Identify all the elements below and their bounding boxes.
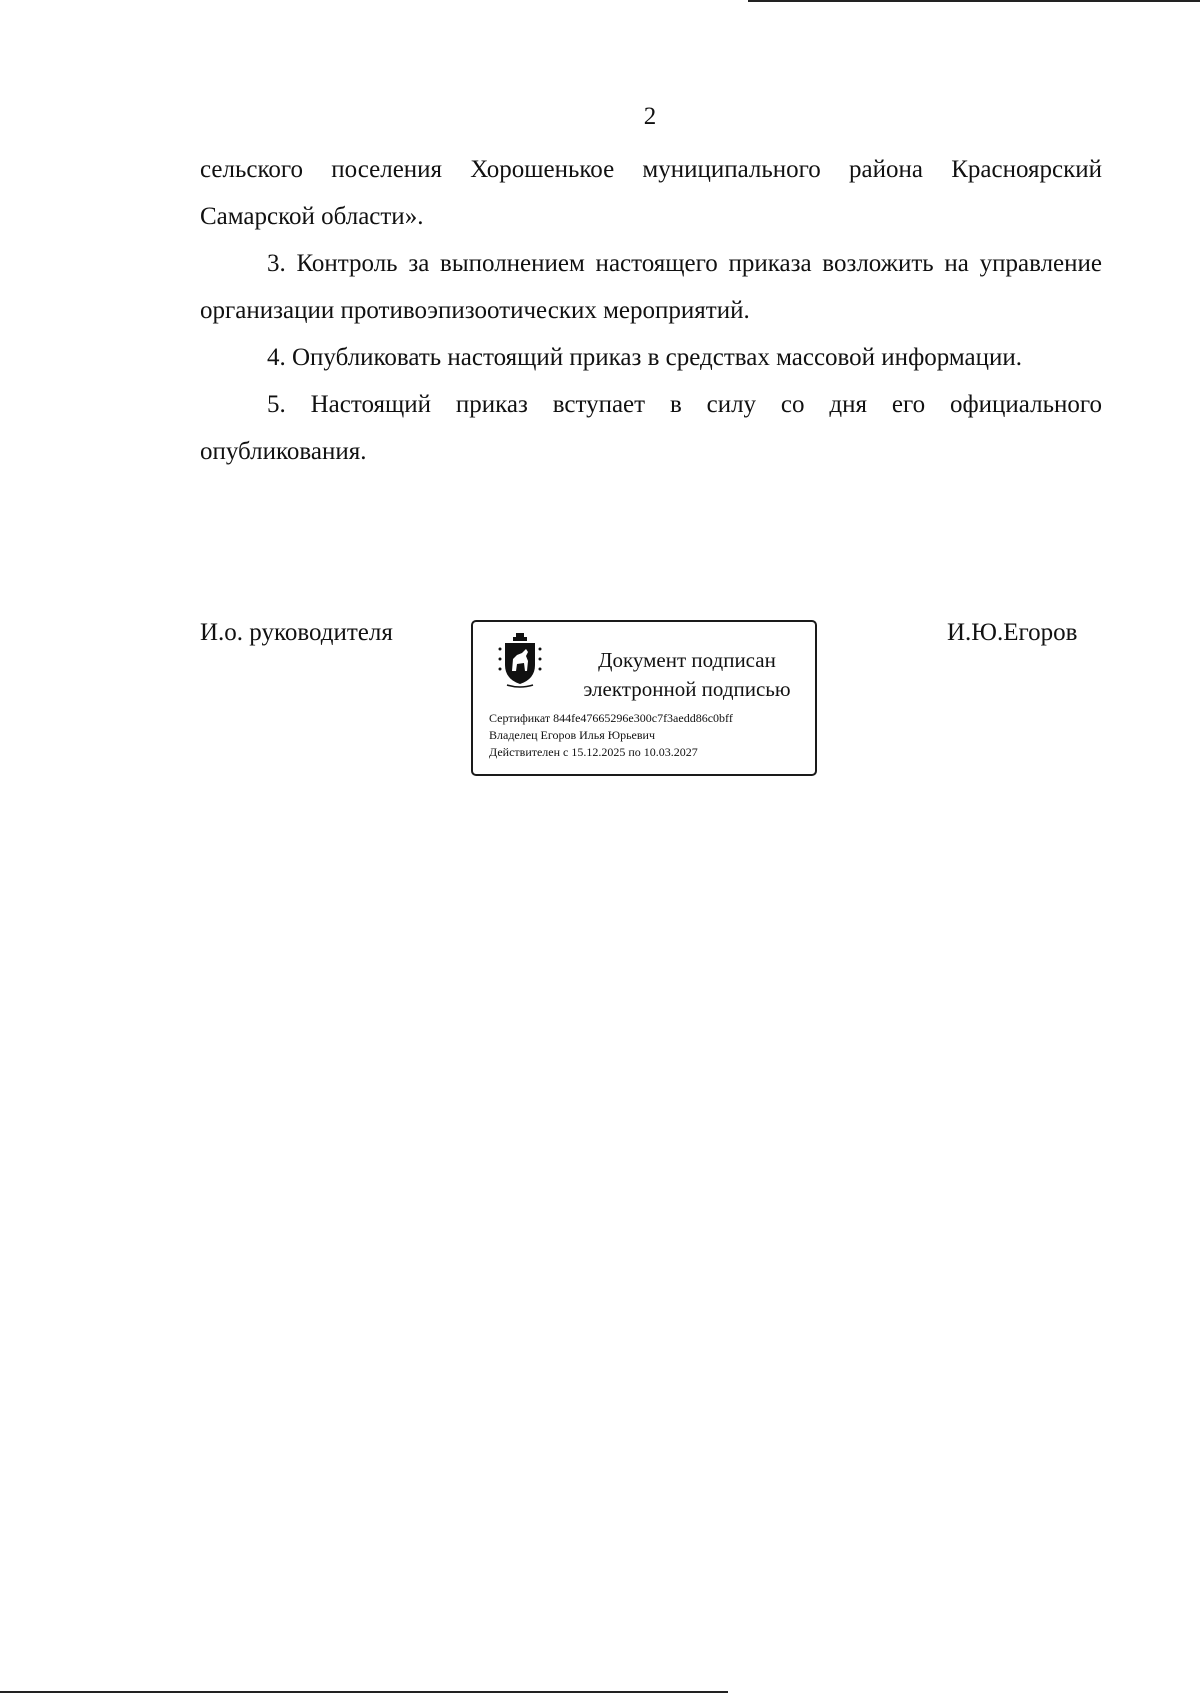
stamp-details bbox=[489, 710, 733, 761]
coat-of-arms-icon bbox=[495, 631, 545, 689]
signatory-name: И.Ю.Егоров bbox=[947, 619, 1078, 646]
page-number: 2 bbox=[643, 103, 657, 130]
electronic-signature-stamp bbox=[471, 620, 817, 776]
paragraph-continuation: сельского поселения Хорошенькое муниципального района Красноярский Самарской области». bbox=[200, 156, 1102, 230]
paragraph-item-4: 4. Опубликовать настоящий приказ в средствах массовой информации. bbox=[267, 344, 1023, 371]
scan-edge-bottom bbox=[0, 1691, 728, 1693]
stamp-validity: Действителен с 15.12.2025 по 10.03.2027 bbox=[489, 745, 698, 759]
paragraph-item-5: 5. Настоящий приказ вступает в силу со дня его официального опубликования. bbox=[200, 391, 1102, 465]
stamp-title-line2: электронной подписью bbox=[583, 677, 791, 701]
paragraph-item-3: 3. Контроль за выполнением настоящего приказа возложить на управление организации противоэпизоотических мероприятий. bbox=[200, 250, 1102, 324]
stamp-owner: Владелец Егоров Илья Юрьевич bbox=[489, 728, 656, 742]
stamp-certificate: Сертификат 844fe47665296e300c7f3aedd86c0bff bbox=[489, 711, 733, 725]
stamp-title-line1: Документ подписан bbox=[598, 648, 776, 672]
stamp-title bbox=[569, 646, 805, 704]
document-body bbox=[200, 146, 1102, 475]
signatory-role: И.о. руководителя bbox=[200, 619, 393, 646]
scan-edge-top bbox=[748, 0, 1200, 2]
